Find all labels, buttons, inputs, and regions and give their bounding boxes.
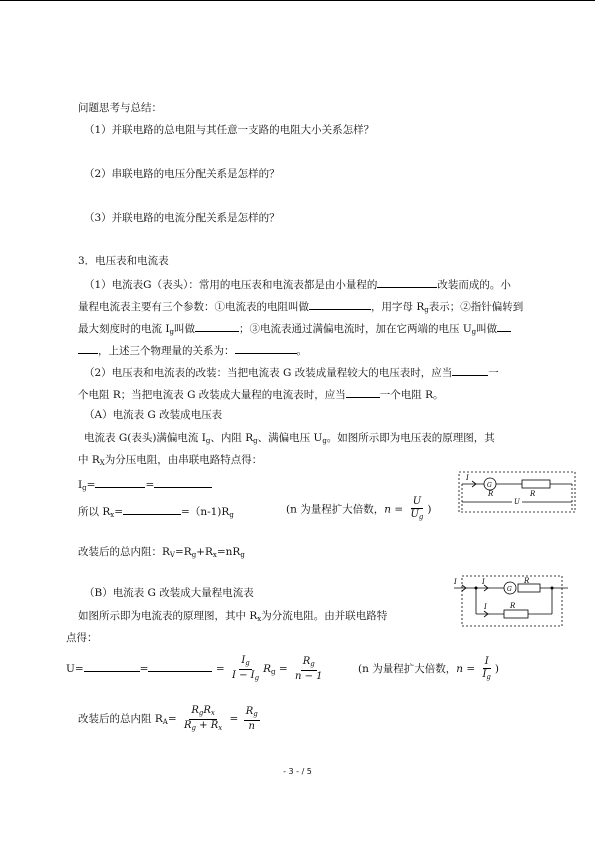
sub-b-text-2: 点得： (66, 632, 98, 644)
fraction-rg-over-n-minus-1: $\frac{R_g}{n - 1}$ (294, 655, 323, 682)
svg-text:G: G (507, 586, 512, 593)
blank-full-scale-voltage-a[interactable] (497, 320, 511, 332)
top-rule (0, 0, 595, 1)
svg-text:I: I (454, 578, 457, 586)
blank-b-eq-b[interactable] (148, 660, 212, 672)
blank-ammeter-connect[interactable] (346, 386, 380, 398)
questions-heading: 问题思考与总结： (78, 102, 162, 114)
blank-internal-resistance[interactable] (309, 298, 371, 310)
svg-text:R: R (530, 490, 536, 498)
paragraph-1-line-4: ，上述三个物理量的关系为： 。 (78, 342, 307, 358)
sub-b-equation: U= = = $\frac{I_g}{I - I_g}$ $R_g$ = $\frac{R_g}{n - 1}$ (66, 654, 323, 682)
svg-text:I: I (482, 578, 485, 586)
paragraph-2-line-2: 个电阻 R；当把电流表 G 改装成大量程的电流表时，应当 一个电阻 R。 (78, 386, 444, 402)
sub-a-total-resistance: 改装后的总内阻：$R_V=R_g+R_x=nR_g$ (78, 546, 245, 559)
blank-eq1-b[interactable] (154, 476, 212, 488)
paragraph-1-line-3: 最大刻度时的电流 $I_g$叫做 ；③电流表通过满偏电流时，加在它两端的电压 $U_g$叫做 (78, 320, 511, 339)
section-3-title: 3．电压表和电流表 (78, 255, 169, 267)
paragraph-1-line-2: 量程电流表主要有三个参数：①电流表的电阻叫做 ，用字母 $R_g$表示；②指针偏转到 (78, 298, 523, 317)
blank-voltmeter-connect[interactable] (452, 364, 488, 376)
svg-text:R: R (488, 490, 494, 498)
page-number: - 3 - / 5 (283, 767, 312, 776)
ratio-u-over-ug: $\frac{U}{U_g}$ (410, 496, 424, 521)
sub-a-text-1: 电流表 G(表头)满偏电流 $I_g$、内阻 $R_g$、满偏电压 $U_g$。如图所示即为电压表的原理图，其 (84, 432, 495, 445)
fraction-i-over-i-minus-ig: $\frac{I_g}{I - I_g}$ (231, 654, 260, 682)
svg-text:G: G (487, 482, 492, 489)
svg-text:R: R (510, 602, 516, 610)
blank-eq1-a[interactable] (95, 476, 145, 488)
voltmeter-circuit-diagram (458, 470, 576, 530)
sub-a-equation-2: 所以 $R_x= =(n-1)R_g$ (78, 503, 234, 522)
ratio-i-over-ig: $\frac{I}{I_g}$ (482, 655, 491, 681)
blank-eq2[interactable] (123, 503, 181, 515)
fraction-parallel-resistance: $\frac{R_gR_x}{R_g + R_x}$ (183, 704, 223, 732)
paragraph-2-line-1: （2）电压表和电流表的改装：当把电流表 G 改装成量程较大的电压表时，应当 一 (84, 364, 499, 380)
sub-b-title: （B）电流表 G 改装成大量程电流表 (84, 587, 254, 599)
sub-b-note: (n 为量程扩大倍数，n = $\frac{I}{I_g}$ ) (358, 655, 500, 681)
blank-full-scale-voltage-b[interactable] (78, 342, 98, 354)
ammeter-circuit-diagram (452, 574, 570, 630)
sub-a-note: (n 为量程扩大倍数，n = $\frac{U}{U_g}$ ) (286, 496, 432, 521)
svg-text:U: U (514, 498, 520, 506)
sub-a-text-2: 中 $R_X$为分压电阻，由串联电路特点得： (78, 454, 263, 467)
sub-b-text-1: 如图所示即为电流表的原理图，其中 $R_x$为分流电阻。由并联电路特 (78, 610, 388, 623)
svg-text:R: R (524, 577, 530, 585)
sub-a-equation-1: $I_g=$ = (78, 476, 212, 495)
blank-relation[interactable] (235, 342, 297, 354)
svg-text:I: I (484, 603, 487, 611)
svg-text:I: I (466, 474, 469, 482)
blank-small-range-meter[interactable] (377, 276, 437, 288)
question-3: （3）并联电路的电流分配关系是怎样的？ (84, 212, 280, 224)
question-1: （1）并联电路的总电阻与其任意一支路的电阻大小关系怎样？ (84, 124, 375, 136)
blank-full-scale-current[interactable] (195, 320, 239, 332)
sub-a-title: （A）电流表 G 改装成电压表 (84, 409, 223, 421)
fraction-rg-over-n: $\frac{R_g}{n}$ (245, 705, 258, 732)
paragraph-1-line-1: （1）电流表G（表头）：常用的电压表和电流表都是由小量程的 改装而成的。小 (84, 276, 511, 292)
question-2: （2）串联电路的电压分配关系是怎样的？ (84, 168, 280, 180)
blank-b-eq-a[interactable] (84, 660, 140, 672)
sub-b-total-resistance: 改装后的总内阻 $R_A=$ $\frac{R_gR_x}{R_g + R_x}$ = $\frac{R_g}{n}$ (78, 704, 258, 732)
